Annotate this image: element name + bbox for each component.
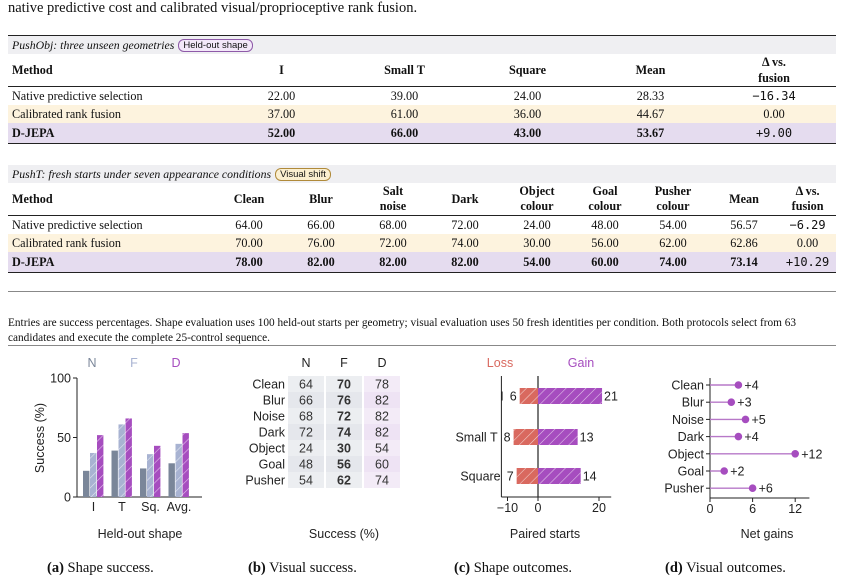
- cell: 52.00: [220, 123, 343, 144]
- heat-cell-value: 66: [299, 393, 313, 408]
- heat-cell-value: 82: [375, 409, 389, 424]
- cell: 56.57: [709, 216, 779, 234]
- hdr-l1: Goal: [592, 184, 618, 198]
- y-tick-label: 50: [57, 431, 71, 445]
- heat-cell-value: 68: [299, 409, 313, 424]
- bar-hatch: [147, 454, 153, 497]
- heat-cell-value: 74: [337, 425, 351, 440]
- cell: 39.00: [343, 87, 466, 105]
- loss-value-label: 7: [506, 469, 514, 484]
- caption-b-label: (b): [248, 560, 266, 576]
- heat-cell-value: 56: [337, 457, 351, 472]
- table2-section-row: [8, 165, 836, 183]
- visual-shift-badge: Visual shift: [275, 168, 331, 181]
- lollipop-dot-pusher: [749, 484, 757, 492]
- cell: 43.00: [466, 123, 589, 144]
- gain-bar-hatch: [538, 429, 578, 445]
- category-label-clean: Clean: [671, 378, 704, 393]
- hdr-l1: Pusher: [654, 184, 692, 198]
- gain-value-label: 14: [582, 469, 597, 484]
- gain-bar-hatch: [538, 388, 602, 404]
- row-method: D-JEPA: [8, 252, 213, 273]
- table2-header-row: [8, 183, 836, 216]
- cell: 22.00: [220, 87, 343, 105]
- cell-delta: +10.29: [779, 252, 836, 273]
- lollipop-dot-clean: [735, 381, 743, 389]
- row-label-blur: Blur: [262, 393, 285, 408]
- cell: 54.00: [501, 252, 573, 273]
- x-axis-label: Success (%): [308, 527, 380, 541]
- loss-value-label: 6: [509, 389, 517, 404]
- lollipop-dot-object: [791, 450, 799, 458]
- loss-bar-hatch: [517, 468, 538, 484]
- row-method: D-JEPA: [8, 123, 220, 144]
- cell: 68.00: [357, 216, 429, 234]
- category-label-object: Object: [667, 447, 704, 462]
- cell: 82.00: [429, 252, 501, 273]
- x-tick-label: 0: [534, 501, 542, 515]
- panel-d-visual-outcomes: [664, 378, 822, 541]
- cell: 66.00: [343, 123, 466, 144]
- bar-n-t: [112, 451, 118, 497]
- heat-cell-value: 54: [375, 441, 389, 456]
- cell: 74.00: [429, 234, 501, 252]
- loss-bar-hatch: [514, 429, 538, 445]
- gain-bar-hatch: [538, 468, 581, 484]
- caption-d-text: Visual outcomes.: [682, 560, 786, 576]
- y-tick-label: 0: [64, 490, 71, 505]
- col-header-delta: [779, 183, 836, 216]
- table-row: [8, 87, 836, 105]
- heat-cell-value: 62: [337, 473, 351, 488]
- col-header-mean: Mean: [709, 183, 779, 216]
- row-label-noise: Noise: [253, 409, 285, 424]
- value-label: +12: [801, 447, 823, 462]
- hdr-l2: colour: [520, 199, 554, 213]
- heat-cell-value: 24: [299, 441, 313, 456]
- legend-d: D: [171, 356, 181, 370]
- category-label-dark: Dark: [677, 430, 704, 445]
- bar-n-sq: [140, 468, 146, 497]
- cell: 62.00: [637, 234, 709, 252]
- value-label: +6: [758, 481, 773, 496]
- cell: 74.00: [637, 252, 709, 273]
- row-label-dark: Dark: [258, 425, 285, 440]
- heat-cell-value: 74: [375, 473, 389, 488]
- panel-a-shape-success: [33, 356, 202, 541]
- heat-cell-value: 30: [337, 441, 351, 456]
- cell: 36.00: [466, 105, 589, 123]
- x-tick-label: T: [118, 500, 126, 514]
- table-row: [8, 105, 836, 123]
- caption-d-label: (d): [665, 560, 683, 576]
- x-tick-label: −10: [496, 501, 519, 515]
- cell: 72.00: [357, 234, 429, 252]
- row-label-goal: Goal: [258, 457, 285, 472]
- bar-hatch: [97, 435, 103, 497]
- column-header-d: D: [377, 356, 387, 370]
- row-method: Native predictive selection: [8, 216, 213, 234]
- cell: 73.14: [709, 252, 779, 273]
- hdr-l1: Δ vs.: [795, 184, 820, 198]
- row-label-clean: Clean: [252, 377, 285, 392]
- col-header-method: Method: [8, 54, 220, 87]
- heat-cell-value: 70: [337, 377, 351, 392]
- col-header-delta-l1: Δ vs.: [762, 55, 786, 69]
- cell: 82.00: [357, 252, 429, 273]
- value-label: +5: [751, 412, 766, 427]
- category-label-goal: Goal: [677, 464, 704, 479]
- col-header-blur: Blur: [285, 183, 357, 216]
- bar-n-avg: [169, 463, 175, 497]
- col-header-small-t: Small T: [343, 54, 466, 87]
- cell: 70.00: [213, 234, 285, 252]
- cell: 37.00: [220, 105, 343, 123]
- caption-a-label: (a): [47, 560, 64, 576]
- x-axis-label: Held-out shape: [97, 527, 183, 541]
- cell: 56.00: [573, 234, 637, 252]
- gain-value-label: 13: [579, 430, 594, 445]
- y-axis-label: Success (%): [33, 402, 47, 474]
- col-header-square: Square: [466, 54, 589, 87]
- bar-hatch: [119, 424, 125, 497]
- cell-delta: 0.00: [779, 234, 836, 252]
- category-label: Square: [460, 469, 501, 484]
- hdr-l2: colour: [588, 199, 622, 213]
- x-tick-label: Sq.: [141, 500, 160, 514]
- x-tick-label: 20: [592, 501, 606, 515]
- cell: 76.00: [285, 234, 357, 252]
- heat-cell-value: 60: [375, 457, 389, 472]
- cell-delta: +9.00: [712, 123, 836, 144]
- y-tick-label: 100: [50, 371, 71, 386]
- cell: 82.00: [285, 252, 357, 273]
- table-row: [8, 234, 836, 252]
- col-header-method: Method: [8, 183, 213, 216]
- category-label-pusher: Pusher: [664, 481, 704, 496]
- table-note: Entries are success percentages. Shape evaluation uses 100 held-out starts per geometry; visual evaluation uses 50 fresh identities per condition. Both protocols select from 63 candidates and execute the complete 25-control sequence.: [8, 317, 797, 344]
- heat-cell-value: 76: [337, 393, 351, 408]
- hdr-l1: Salt: [382, 184, 404, 198]
- heat-cell-value: 82: [375, 393, 389, 408]
- column-header-f: F: [340, 356, 348, 370]
- caption-c: [454, 560, 572, 577]
- figure-separator: [8, 345, 836, 346]
- table1-section-row: [8, 36, 836, 54]
- legend-loss: Loss: [486, 356, 514, 370]
- bar-hatch: [126, 418, 132, 497]
- caption-d: [665, 560, 786, 577]
- held-out-shape-badge: Held-out shape: [178, 39, 252, 52]
- visual-results-table: [8, 165, 836, 273]
- x-tick-label: 0: [706, 502, 714, 516]
- caption-c-label: (c): [454, 560, 471, 576]
- loss-bar-hatch: [520, 388, 538, 404]
- caption-c-text: Shape outcomes.: [470, 560, 572, 576]
- lollipop-dot-dark: [735, 433, 743, 441]
- heat-cell-value: 72: [337, 409, 351, 424]
- table-row: [8, 252, 836, 273]
- x-tick-label: 6: [749, 502, 757, 516]
- cell-delta: −6.29: [779, 216, 836, 234]
- column-header-n: N: [301, 356, 311, 370]
- col-header-delta-l2: fusion: [758, 71, 790, 85]
- cell: 60.00: [573, 252, 637, 273]
- category-label-noise: Noise: [672, 412, 704, 427]
- hdr-l1: Object: [519, 184, 555, 198]
- cell: 78.00: [213, 252, 285, 273]
- results-figure: [0, 350, 844, 540]
- value-label: +3: [737, 395, 752, 410]
- cell-delta: −16.34: [712, 87, 836, 105]
- lollipop-dot-noise: [742, 416, 750, 424]
- col-header-clean: Clean: [213, 183, 285, 216]
- cell: 64.00: [213, 216, 285, 234]
- category-label-blur: Blur: [681, 395, 704, 410]
- gain-value-label: 21: [604, 389, 618, 404]
- value-label: +4: [744, 430, 759, 445]
- row-method: Calibrated rank fusion: [8, 234, 213, 252]
- bar-hatch: [90, 453, 96, 497]
- caption-a: [47, 560, 154, 577]
- row-method: Calibrated rank fusion: [8, 105, 220, 123]
- heat-cell-value: 78: [375, 377, 389, 392]
- panel-c-shape-outcomes: [455, 356, 618, 541]
- cell: 62.86: [709, 234, 779, 252]
- cell-delta: 0.00: [712, 105, 836, 123]
- row-label-object: Object: [248, 441, 285, 456]
- cell: 53.67: [589, 123, 712, 144]
- intro-text: native predictive cost and calibrated visual/proprioceptive rank fusion.: [8, 0, 418, 16]
- heat-cell-value: 72: [299, 425, 313, 440]
- note-separator: [8, 291, 836, 292]
- loss-value-label: 8: [503, 430, 511, 445]
- panel-b-visual-success: [245, 356, 400, 541]
- lollipop-dot-goal: [720, 467, 728, 475]
- cell: 28.33: [589, 87, 712, 105]
- col-header-salt-noise: [357, 183, 429, 216]
- cell: 48.00: [573, 216, 637, 234]
- x-axis-label: Paired starts: [509, 527, 581, 541]
- heat-cell-value: 82: [375, 425, 389, 440]
- caption-a-text: Shape success.: [63, 560, 154, 576]
- table-row: [8, 216, 836, 234]
- heat-cell-value: 64: [299, 377, 313, 392]
- x-tick-label: I: [91, 500, 96, 514]
- shape-results-table: [8, 36, 836, 144]
- col-header-goal-colour: [573, 183, 637, 216]
- bar-hatch: [183, 433, 189, 497]
- table1-header-row: [8, 54, 836, 87]
- cell: 72.00: [429, 216, 501, 234]
- hdr-l2: noise: [379, 199, 407, 213]
- category-label: I: [500, 389, 504, 404]
- x-tick-label: Avg.: [166, 500, 192, 514]
- cell: 24.00: [501, 216, 573, 234]
- heat-cell-value: 54: [299, 473, 313, 488]
- x-axis-label: Net gains: [740, 527, 794, 541]
- table1-section-title: PushObj: three unseen geometries: [12, 37, 175, 52]
- value-label: +4: [744, 378, 759, 393]
- col-header-i: I: [220, 54, 343, 87]
- cell: 61.00: [343, 105, 466, 123]
- col-header-delta: [712, 54, 836, 87]
- hdr-l2: fusion: [791, 199, 824, 213]
- lollipop-dot-blur: [728, 398, 736, 406]
- cell: 54.00: [637, 216, 709, 234]
- bar-hatch: [154, 446, 160, 497]
- x-tick-label: 12: [788, 502, 803, 516]
- caption-b-text: Visual success.: [265, 560, 357, 576]
- col-header-pusher-colour: [637, 183, 709, 216]
- legend-n: N: [87, 356, 97, 370]
- col-header-dark: Dark: [429, 183, 501, 216]
- table-row: [8, 123, 836, 144]
- legend-gain: Gain: [567, 356, 595, 370]
- col-header-mean: Mean: [589, 54, 712, 87]
- legend-f: F: [130, 356, 138, 370]
- col-header-object-colour: [501, 183, 573, 216]
- table2-section-title: PushT: fresh starts under seven appearance conditions: [12, 166, 272, 181]
- hdr-l2: colour: [656, 199, 690, 213]
- cell: 44.67: [589, 105, 712, 123]
- category-label: Small T: [455, 430, 498, 445]
- row-method: Native predictive selection: [8, 87, 220, 105]
- value-label: +2: [730, 464, 745, 479]
- cell: 30.00: [501, 234, 573, 252]
- cell: 24.00: [466, 87, 589, 105]
- heat-cell-value: 48: [299, 457, 313, 472]
- bar-n-i: [83, 471, 89, 497]
- cell: 66.00: [285, 216, 357, 234]
- bar-hatch: [176, 444, 182, 497]
- row-label-pusher: Pusher: [245, 473, 285, 488]
- caption-b: [248, 560, 357, 577]
